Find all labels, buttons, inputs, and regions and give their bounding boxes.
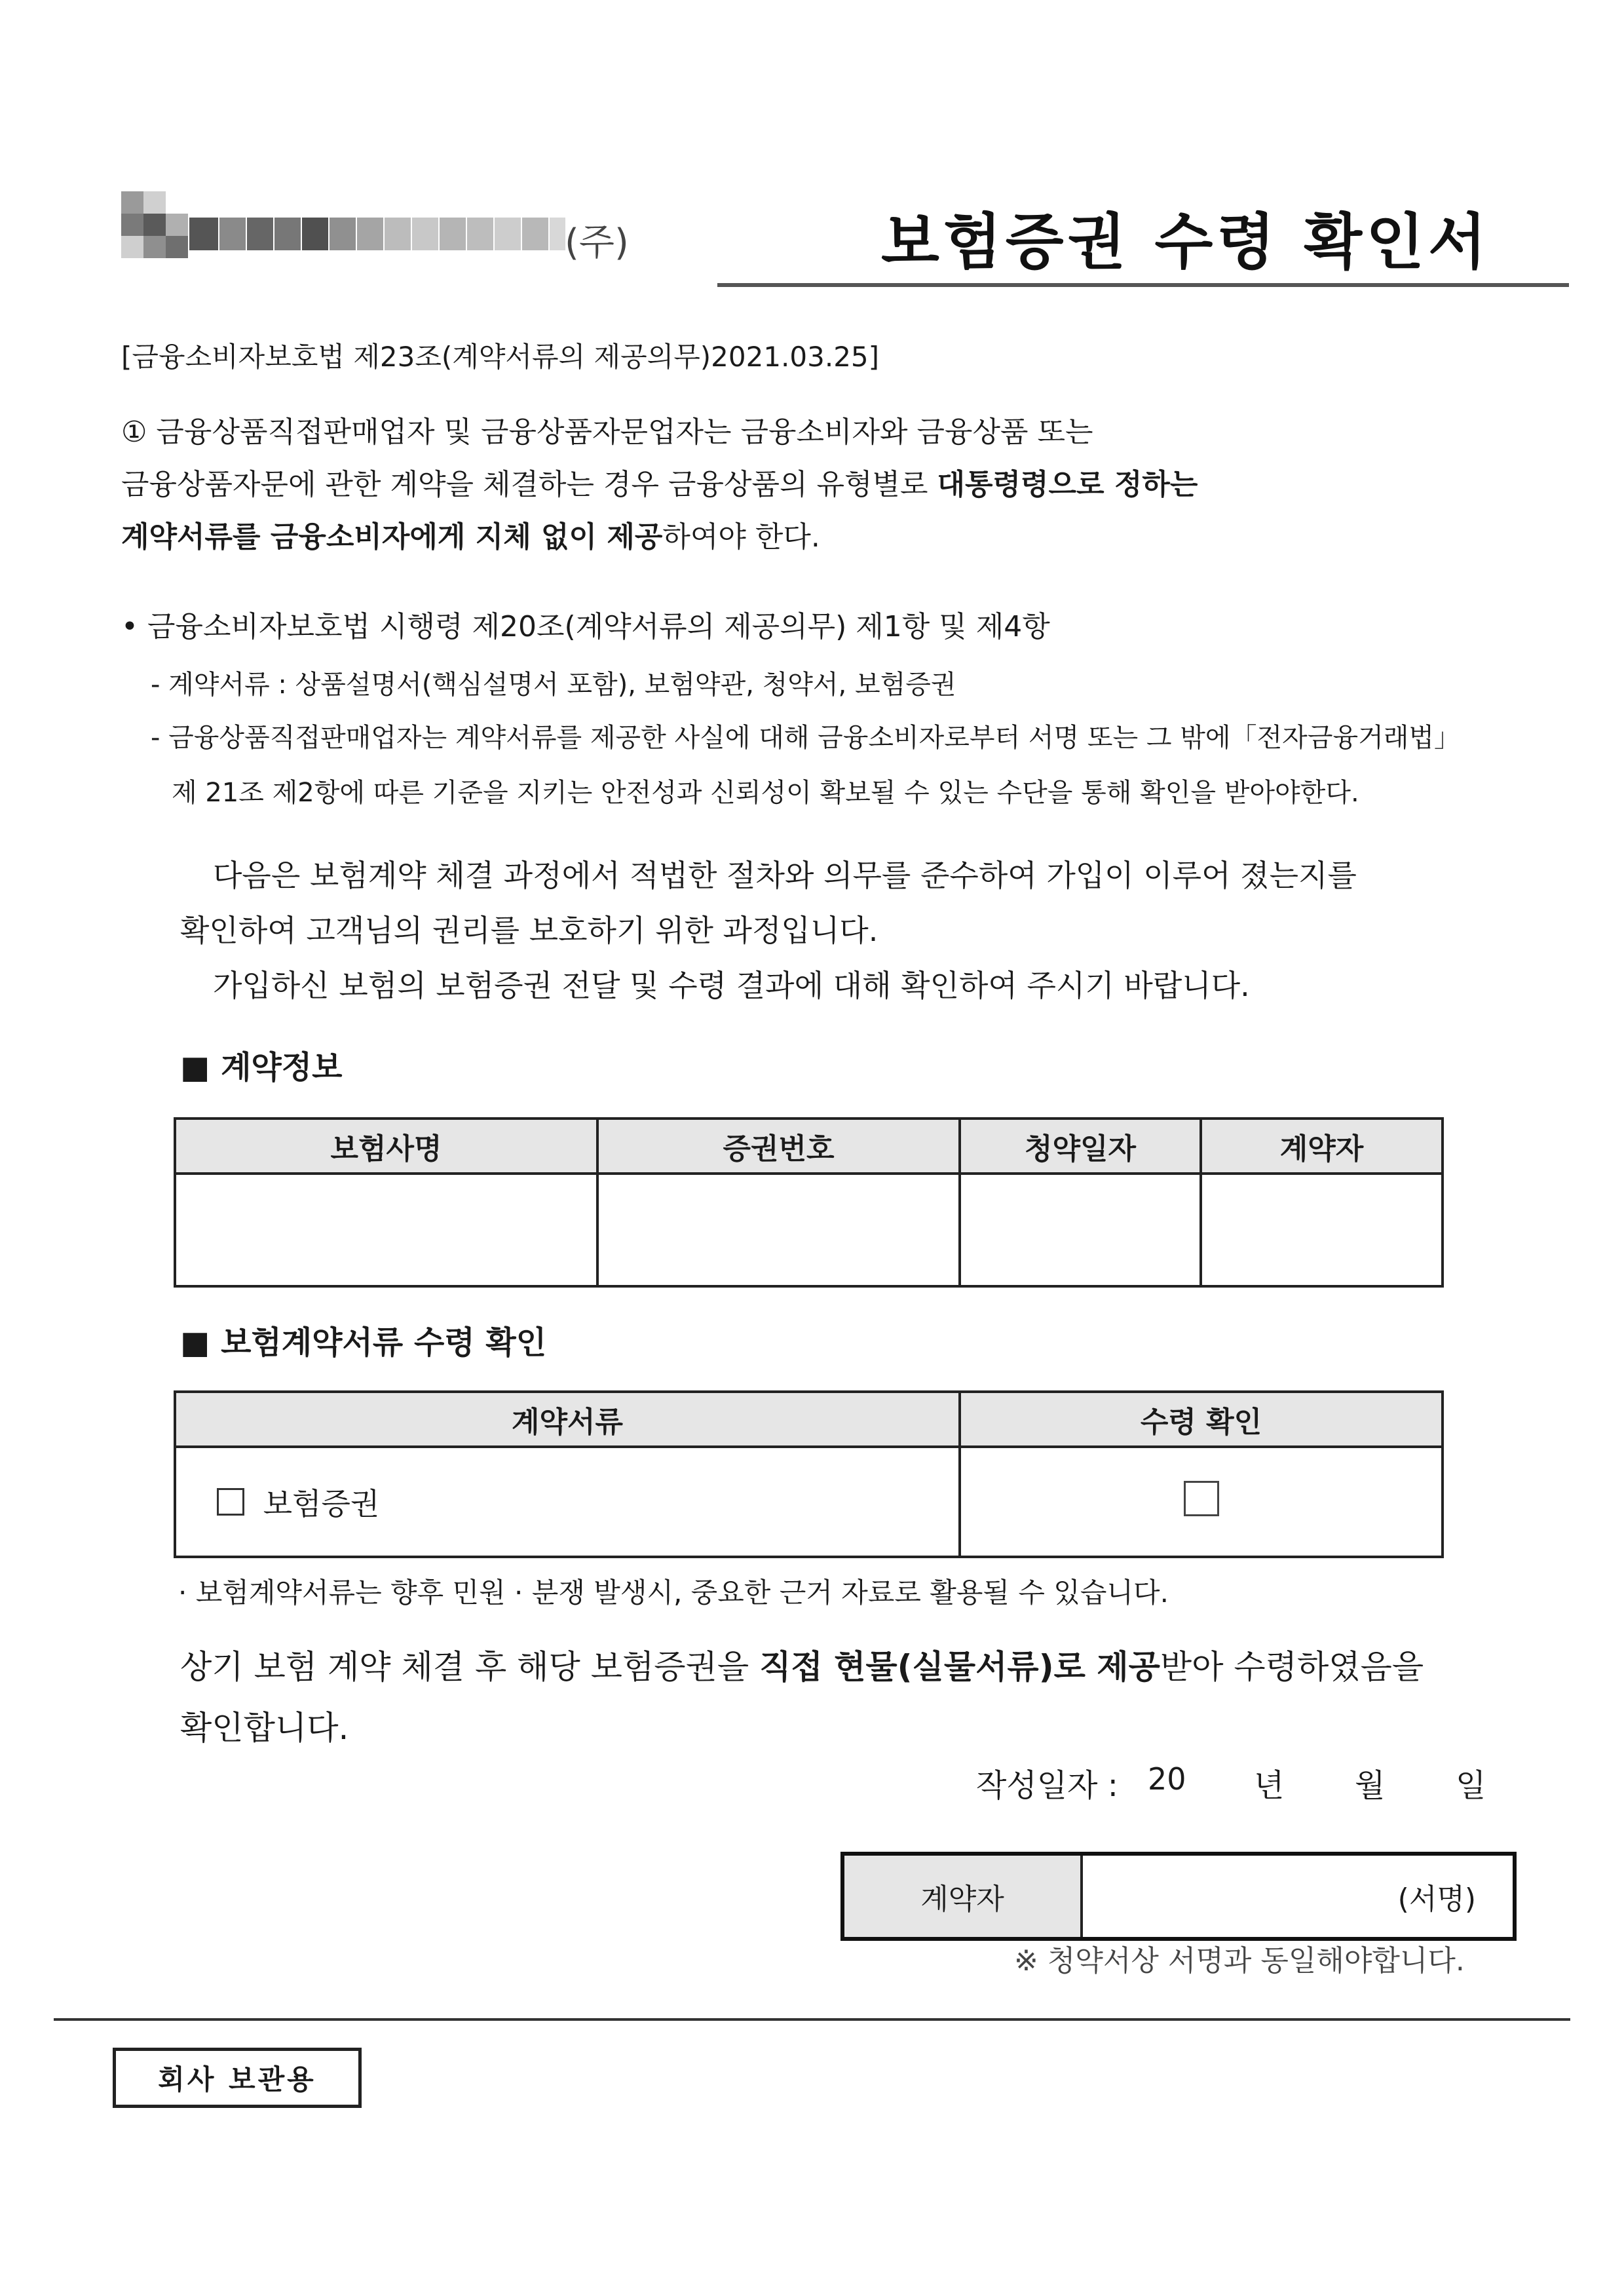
signature-note: ※ 청약서상 서명과 동일해야합니다.: [1014, 1944, 1465, 1978]
signature-field[interactable]: [1083, 1856, 1513, 1937]
clause-line-1: ① 금융상품직접판매업자 및 금융상품자문업자는 금융소비자와 금융상품 또는: [121, 415, 1093, 449]
policy-document-label: 보험증권: [263, 1486, 380, 1521]
date-year-unit: 년: [1254, 1767, 1285, 1804]
application-date-cell[interactable]: [960, 1174, 1201, 1286]
receipt-note: · 보험계약서류는 향후 민원 · 분쟁 발생시, 중요한 근거 자료로 활용될 수 있습니다.: [178, 1577, 1169, 1609]
column-header-receipt-confirm: 수령 확인: [960, 1392, 1443, 1447]
date-month-unit: 월: [1355, 1767, 1386, 1804]
clause-line-3: [121, 511, 1198, 564]
company-copy-label: 회사 보관용: [113, 2048, 362, 2108]
date-day-unit: 일: [1456, 1767, 1486, 1804]
contract-info-heading: ■ 계약정보: [180, 1049, 343, 1086]
clause-line-3-text: 하여야 한다.: [662, 520, 820, 554]
receipt-table: [174, 1390, 1444, 1558]
intro-line-2: 확인하여 고객님의 권리를 보호하기 위한 과정입니다.: [180, 913, 878, 948]
decree-item-2-line-1: - 금융상품직접판매업자는 계약서류를 제공한 사실에 대해 금융소비자로부터 서명 또는 그 밖에「전자금융거래법」: [151, 723, 1461, 753]
signature-placeholder: (서명): [1397, 1883, 1476, 1916]
column-header-policy-number: 증권번호: [597, 1119, 960, 1174]
company-suffix: (주): [565, 221, 629, 264]
clause-line-2-emphasis: 대통령령으로 정하는: [937, 468, 1198, 501]
company-logo-blurred: [121, 191, 567, 269]
title-underline: [717, 283, 1569, 287]
receipt-confirm-cell: [960, 1447, 1443, 1557]
receipt-heading: ■ 보험계약서류 수령 확인: [180, 1324, 547, 1361]
confirmation-emphasis: 직접 현물(실물서류)로 제공: [759, 1648, 1160, 1686]
decree-item-1: - 계약서류 : 상품설명서(핵심설명서 포함), 보험약관, 청약서, 보험증권: [151, 670, 956, 700]
confirmation-text-b: 받아 수령하였음을: [1160, 1648, 1424, 1686]
intro-line-3: 가입하신 보험의 보험증권 전달 및 수령 결과에 대해 확인하여 주시기 바랍니다.: [213, 968, 1250, 1003]
policy-number-cell[interactable]: [597, 1174, 960, 1286]
table-row: [175, 1447, 1443, 1557]
column-header-application-date: 청약일자: [960, 1119, 1201, 1174]
date-year-prefix[interactable]: 20: [1148, 1761, 1186, 1797]
confirmation-text-a: 상기 보험 계약 체결 후 해당 보험증권을: [180, 1648, 760, 1686]
table-header-row: [175, 1392, 1443, 1447]
clause-line-2: [121, 459, 1198, 511]
contract-info-table: [174, 1117, 1444, 1288]
receipt-confirm-checkbox[interactable]: [1184, 1481, 1219, 1516]
date-label: 작성일자 :: [976, 1767, 1118, 1804]
column-header-insurer: 보험사명: [175, 1119, 597, 1174]
law-reference: [금융소비자보호법 제23조(계약서류의 제공의무)2021.03.25]: [121, 341, 880, 373]
table-row: [175, 1174, 1443, 1286]
policy-document-checkbox[interactable]: [217, 1488, 244, 1516]
signature-label: 계약자: [844, 1856, 1083, 1937]
clause-text: [121, 406, 1198, 564]
table-header-row: [175, 1119, 1443, 1174]
column-header-documents: 계약서류: [175, 1392, 960, 1447]
clause-line-3-emphasis: 계약서류를 금융소비자에게 지체 없이 제공: [121, 520, 663, 554]
insurer-cell[interactable]: [175, 1174, 597, 1286]
policyholder-cell[interactable]: [1201, 1174, 1443, 1286]
intro-line-1: 다음은 보험계약 체결 과정에서 적법한 절차와 의무를 준수하여 가입이 이루어 졌는지를: [213, 858, 1357, 893]
column-header-policyholder: 계약자: [1201, 1119, 1443, 1174]
confirmation-line-2: 확인합니다.: [180, 1709, 349, 1747]
signature-box: [840, 1852, 1517, 1941]
decree-item-2-line-2: 제 21조 제2항에 따른 기준을 지키는 안전성과 신뢰성이 확보될 수 있는 수단을 통해 확인을 받아야한다.: [172, 778, 1359, 808]
decree-heading: • 금융소비자보호법 시행령 제20조(계약서류의 제공의무) 제1항 및 제4항: [121, 610, 1050, 643]
footer-divider: [54, 2018, 1570, 2021]
document-cell: [175, 1447, 960, 1557]
page-title: 보험증권 수령 확인서: [881, 207, 1490, 277]
clause-line-2-text: 금융상품자문에 관한 계약을 체결하는 경우 금융상품의 유형별로: [121, 468, 937, 501]
confirmation-line-1: [180, 1641, 1424, 1688]
